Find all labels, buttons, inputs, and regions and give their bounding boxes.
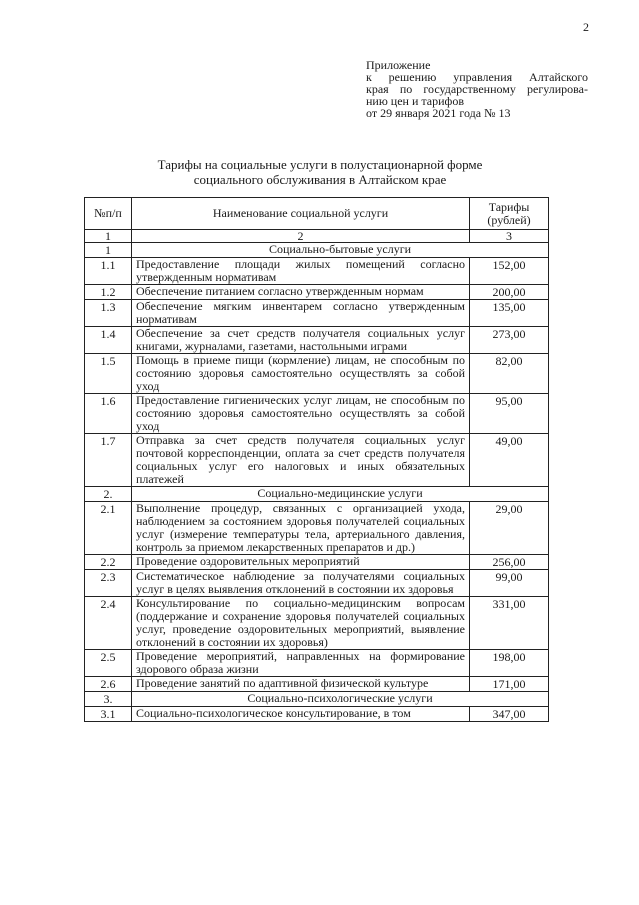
row-number: 2. xyxy=(85,487,132,502)
row-number: 1.6 xyxy=(85,394,132,434)
tariff-value: 99,00 xyxy=(470,570,549,597)
table-row xyxy=(85,300,549,327)
section-title: Социально-психологические услуги xyxy=(132,692,549,707)
row-number: 1.3 xyxy=(85,300,132,327)
column-index-row xyxy=(85,230,549,243)
tariff-value: 82,00 xyxy=(470,354,549,394)
page-number: 2 xyxy=(583,20,589,34)
tariff-value: 95,00 xyxy=(470,394,549,434)
service-name: Проведение занятий по адаптивной физической культуре xyxy=(132,677,470,692)
tariff-value: 152,00 xyxy=(470,258,549,285)
table-row xyxy=(85,327,549,354)
service-name: Проведение оздоровительных мероприятий xyxy=(132,555,470,570)
row-number: 2.3 xyxy=(85,570,132,597)
header-number: №п/п xyxy=(85,198,132,230)
row-number: 2.5 xyxy=(85,650,132,677)
service-name: Консультирование по социально-медицинским вопросам (поддержание и сохранение здоровья получателей социальных услуг, проведение оздоровительных мероприятий, выявление отклонений в состоянии их здоровья) xyxy=(132,597,470,650)
row-number: 2.1 xyxy=(85,502,132,555)
tariff-table xyxy=(84,197,549,722)
row-number: 3. xyxy=(85,692,132,707)
tariff-value: 198,00 xyxy=(470,650,549,677)
row-number: 1.2 xyxy=(85,285,132,300)
row-number: 1 xyxy=(85,243,132,258)
table-row xyxy=(85,707,549,722)
row-number: 1.5 xyxy=(85,354,132,394)
column-index: 2 xyxy=(132,230,470,243)
service-name: Систематическое наблюдение за получателями социальных услуг в целях выявления отклонений в состоянии их здоровья xyxy=(132,570,470,597)
tariff-value: 135,00 xyxy=(470,300,549,327)
service-name: Выполнение процедур, связанных с организацией ухода, наблюдением за состоянием здоровья получателей социальных услуг (измерение температуры тела, артериального давления, контроль за приемом лекарственных препаратов и др.) xyxy=(132,502,470,555)
appendix-line: нию цен и тарифов xyxy=(366,94,464,108)
table-row xyxy=(85,394,549,434)
service-name: Помощь в приеме пищи (кормление) лицам, не способным по состоянию здоровья самостоятельно осуществлять за собой уход xyxy=(132,354,470,394)
tariff-value: 29,00 xyxy=(470,502,549,555)
section-title: Социально-бытовые услуги xyxy=(132,243,549,258)
row-number: 2.4 xyxy=(85,597,132,650)
tariff-value: 200,00 xyxy=(470,285,549,300)
row-number: 2.6 xyxy=(85,677,132,692)
section-row xyxy=(85,692,549,707)
header-tariff: Тарифы (рублей) xyxy=(470,198,549,230)
header-service-name: Наименование социальной услуги xyxy=(132,198,470,230)
table-row xyxy=(85,650,549,677)
appendix-block xyxy=(366,59,588,119)
appendix-line: к решению управления Алтайского xyxy=(366,70,588,84)
service-name: Проведение мероприятий, направленных на формирование здорового образа жизни xyxy=(132,650,470,677)
section-row xyxy=(85,487,549,502)
title-line: Тарифы на социальные услуги в полустационарной форме xyxy=(157,157,483,172)
section-title: Социально-медицинские услуги xyxy=(132,487,549,502)
row-number: 1.4 xyxy=(85,327,132,354)
appendix-line: Приложение xyxy=(366,58,431,72)
table-header-row xyxy=(85,198,549,230)
service-name: Отправка за счет средств получателя социальных услуг почтовой корреспонденции, оплата за счет средств получателя социальных услуг его налоговых и иных обязательных платежей xyxy=(132,434,470,487)
service-name: Предоставление площади жилых помещений согласно утвержденным нормативам xyxy=(132,258,470,285)
service-name: Обеспечение мягким инвентарем согласно утвержденным нормативам xyxy=(132,300,470,327)
table-row xyxy=(85,434,549,487)
tariff-value: 49,00 xyxy=(470,434,549,487)
tariff-value: 347,00 xyxy=(470,707,549,722)
row-number: 1.1 xyxy=(85,258,132,285)
service-name: Обеспечение за счет средств получателя социальных услуг книгами, журналами, газетами, настольными играми xyxy=(132,327,470,354)
document-title xyxy=(130,157,510,187)
table-row xyxy=(85,597,549,650)
table-row xyxy=(85,285,549,300)
column-index: 1 xyxy=(85,230,132,243)
title-line: социального обслуживания в Алтайском крае xyxy=(193,172,447,187)
tariff-value: 171,00 xyxy=(470,677,549,692)
row-number: 2.2 xyxy=(85,555,132,570)
tariff-value: 256,00 xyxy=(470,555,549,570)
tariff-value: 331,00 xyxy=(470,597,549,650)
table-row xyxy=(85,555,549,570)
table-row xyxy=(85,570,549,597)
section-row xyxy=(85,243,549,258)
service-name: Социально-психологическое консультирование, в том xyxy=(132,707,470,722)
service-name: Обеспечение питанием согласно утвержденным нормам xyxy=(132,285,470,300)
appendix-line: края по государственному регулирова- xyxy=(366,82,588,96)
row-number: 1.7 xyxy=(85,434,132,487)
table-row xyxy=(85,677,549,692)
table-row xyxy=(85,258,549,285)
table-row xyxy=(85,354,549,394)
table-row xyxy=(85,502,549,555)
row-number: 3.1 xyxy=(85,707,132,722)
tariff-value: 273,00 xyxy=(470,327,549,354)
service-name: Предоставление гигиенических услуг лицам, не способным по состоянию здоровья самостоятельно осуществлять за собой уход xyxy=(132,394,470,434)
appendix-line: от 29 января 2021 года № 13 xyxy=(366,106,511,120)
column-index: 3 xyxy=(470,230,549,243)
